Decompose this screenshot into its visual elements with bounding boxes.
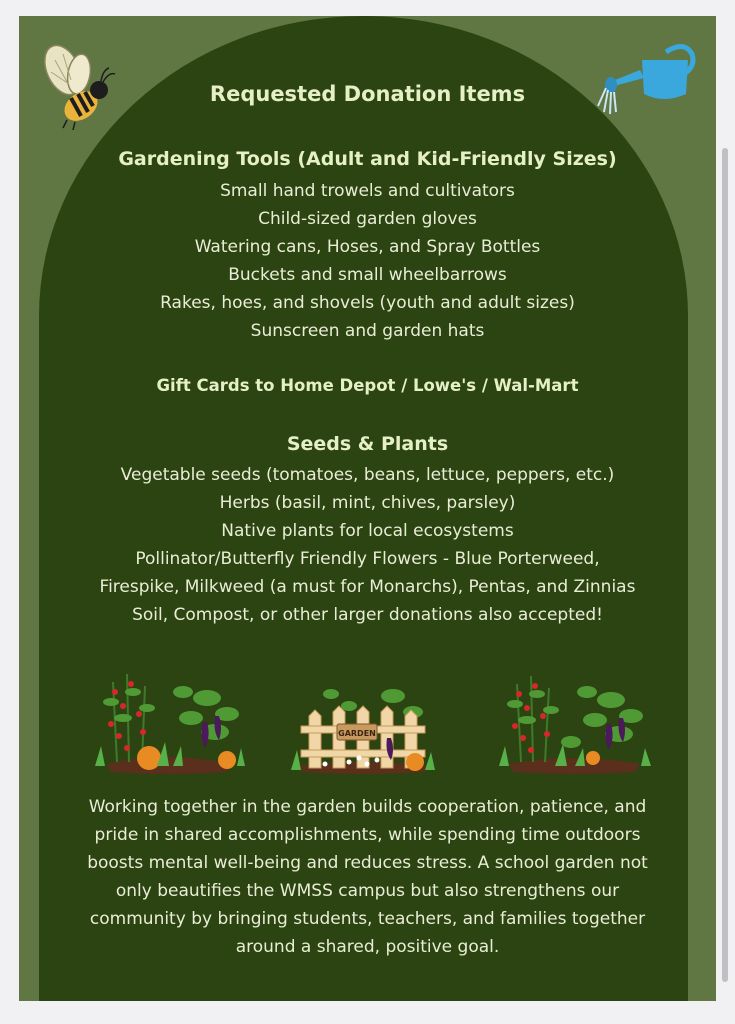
list-item: Child-sized garden gloves xyxy=(258,209,477,229)
tools-list xyxy=(19,177,716,345)
donation-flyer xyxy=(19,16,716,1001)
list-item: Pollinator/Butterfly Friendly Flowers - Blue Porterweed, xyxy=(135,549,600,569)
scrollbar-thumb[interactable] xyxy=(722,148,728,982)
garden-fence-icon xyxy=(289,666,439,776)
list-item: Sunscreen and garden hats xyxy=(250,321,485,341)
list-item: Herbs (basil, mint, chives, parsley) xyxy=(219,493,516,513)
list-item: Watering cans, Hoses, and Spray Bottles xyxy=(194,237,541,257)
gift-cards-heading: Gift Cards to Home Depot / Lowe's / Wal-Mart xyxy=(156,376,579,395)
list-item: Vegetable seeds (tomatoes, beans, lettuce, peppers, etc.) xyxy=(120,465,615,485)
vegetable-garden-icon xyxy=(87,662,247,777)
tools-heading: Gardening Tools (Adult and Kid-Friendly Sizes) xyxy=(118,148,617,170)
page-title: Requested Donation Items xyxy=(209,82,526,106)
list-item: Rakes, hoes, and shovels (youth and adult sizes) xyxy=(160,293,575,313)
list-item: Firespike, Milkweed (a must for Monarchs), Pentas, and Zinnias xyxy=(99,577,636,597)
vegetable-garden-icon xyxy=(495,662,655,777)
garden-sign-text: GARDEN xyxy=(338,729,376,738)
list-item: Buckets and small wheelbarrows xyxy=(228,265,507,285)
closing-paragraph: Working together in the garden builds cooperation, patience, and pride in shared accomplishments, while spending time outdoors boosts mental well-being and reduces stress. A school garden not only beautifies the WMSS campus but also strengthens our community by bringing students, teachers, and families together around a shared, positive goal. xyxy=(87,797,648,957)
watering-can-icon xyxy=(592,38,702,120)
list-item: Small hand trowels and cultivators xyxy=(220,181,515,201)
seeds-heading: Seeds & Plants xyxy=(286,433,449,455)
list-item: Native plants for local ecosystems xyxy=(221,521,514,541)
seeds-list xyxy=(19,461,716,629)
list-item: Soil, Compost, or other larger donations also accepted! xyxy=(132,605,603,625)
